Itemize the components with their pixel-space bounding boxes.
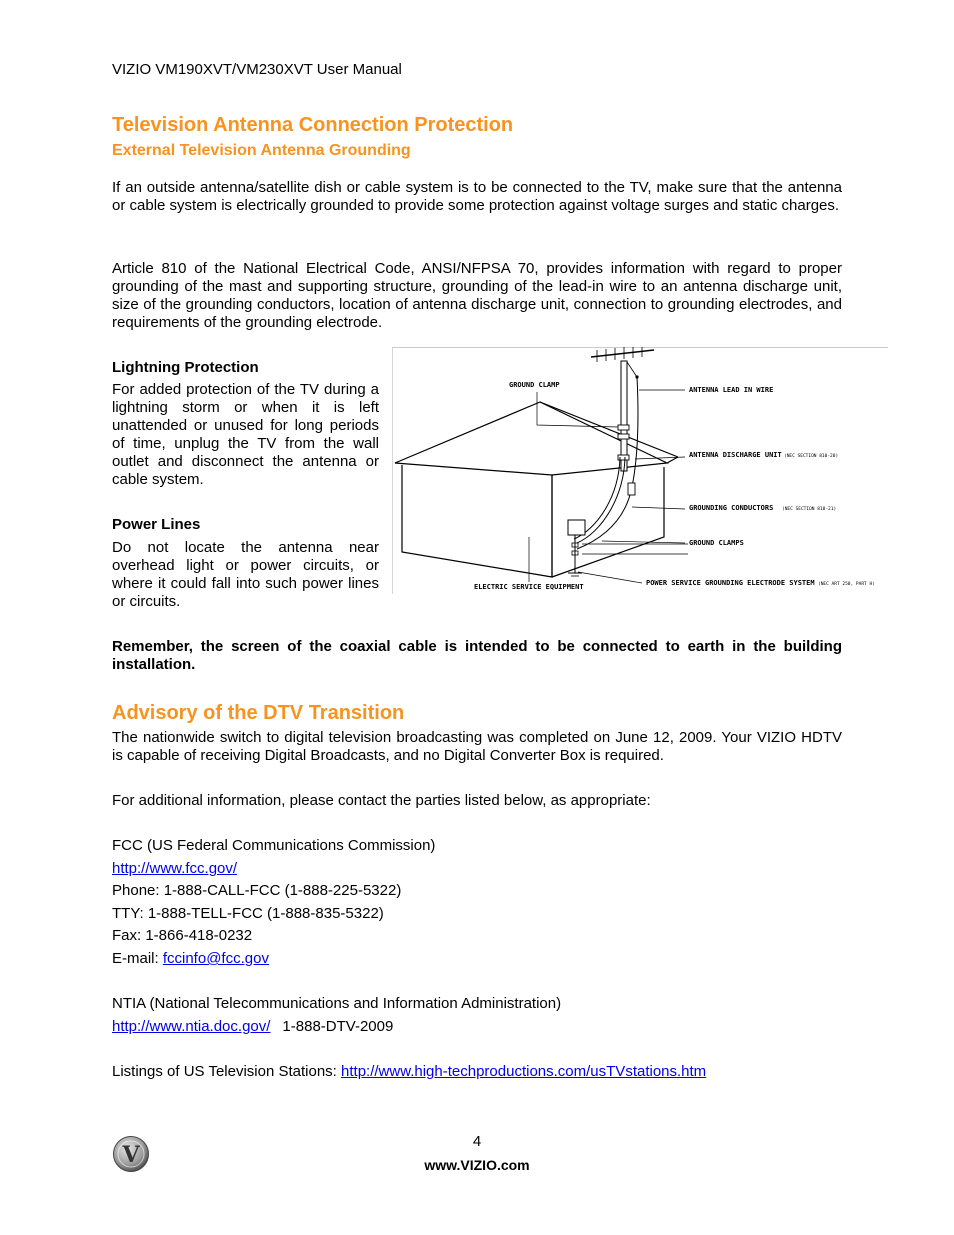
label-conductors-ref: (NEC SECTION 810-21) [782, 507, 837, 512]
footer-website: www.VIZIO.com [424, 1157, 530, 1173]
logo-letter: V [122, 1142, 140, 1168]
label-electric-service: ELECTRIC SERVICE EQUIPMENT [474, 583, 584, 591]
section-title-antenna: Television Antenna Connection Protection [112, 114, 514, 136]
antenna-paragraph-2: Article 810 of the National Electrical Code, ANSI/NFPSA 70, provides information with regard to proper grounding of the mast and supporting structure, grounding of the lead-in wire to an antenna discharge unit, size of the grounding conductors, location of antenna discharge unit, connection to grounding electrodes, and requirements of the grounding electrode. [112, 260, 842, 331]
document-header: VIZIO VM190XVT/VM230XVT User Manual [112, 61, 402, 78]
fcc-fax: Fax: 1-866-418-0232 [112, 927, 253, 944]
listings-url-link[interactable]: http://www.high-techproductions.com/usTVstations.htm [341, 1063, 707, 1080]
listings-label: Listings of US Television Stations: [112, 1063, 342, 1080]
label-power-service: POWER SERVICE GROUNDING ELECTRODE SYSTEM [646, 579, 815, 587]
fcc-name: FCC (US Federal Communications Commission) [112, 837, 436, 854]
dtv-paragraph-1: The nationwide switch to digital television broadcasting was completed on June 12, 2009. Your VIZIO HDTV is capable of receiving Digital Broadcasts, and no Digital Converter Box is required. [112, 729, 842, 764]
label-discharge-ref: (NEC SECTION 810-20) [784, 454, 839, 459]
antenna-grounding-diagram [392, 347, 888, 594]
fcc-tty: TTY: 1-888-TELL-FCC (1-888-835-5322) [112, 905, 384, 922]
label-ground-clamp: GROUND CLAMP [509, 381, 560, 389]
label-ground-clamps: GROUND CLAMPS [689, 539, 744, 547]
fcc-phone: Phone: 1-888-CALL-FCC (1-888-225-5322) [112, 882, 402, 899]
label-power-ref: (NEC ART 250, PART H) [818, 582, 875, 587]
coaxial-reminder: Remember, the screen of the coaxial cable is intended to be connected to earth in the building installation. [112, 638, 842, 673]
fcc-email-link[interactable]: fccinfo@fcc.gov [162, 950, 269, 967]
power-lines-title: Power Lines [112, 516, 201, 533]
fcc-url-link[interactable]: http://www.fcc.gov/ [112, 860, 238, 877]
subsection-title-grounding: External Television Antenna Grounding [112, 142, 411, 159]
label-grounding-conductors: GROUNDING CONDUCTORS [689, 504, 774, 512]
ntia-line [112, 1018, 393, 1036]
ntia-name: NTIA (National Telecommunications and Information Administration) [112, 995, 562, 1012]
ntia-phone: 1-888-DTV-2009 [282, 1018, 394, 1035]
fcc-email-label: E-mail: [112, 950, 163, 967]
power-lines-text: Do not locate the antenna near overhead light or power circuits, or where it could fall into such power lines or circuits. [112, 539, 379, 610]
listings-line [112, 1063, 706, 1081]
antenna-paragraph-1: If an outside antenna/satellite dish or cable system is to be connected to the TV, make sure that the antenna or cable system is electrically grounded to provide some protection against voltage surges and static charges. [112, 179, 842, 214]
lightning-title: Lightning Protection [112, 359, 259, 376]
lightning-text: For added protection of the TV during a lightning storm or when it is left unattended or unused for long periods of time, unplug the TV from the wall outlet and disconnect the antenna or cable system. [112, 381, 379, 488]
label-discharge-unit: ANTENNA DISCHARGE UNIT [689, 451, 782, 459]
fcc-email-line [112, 950, 269, 968]
section-title-dtv: Advisory of the DTV Transition [112, 702, 405, 724]
dtv-paragraph-2: For additional information, please contact the parties listed below, as appropriate: [112, 792, 651, 809]
ntia-url-link[interactable]: http://www.ntia.doc.gov/ [112, 1018, 271, 1035]
label-antenna-lead: ANTENNA LEAD IN WIRE [689, 386, 774, 394]
page-number: 4 [472, 1133, 482, 1150]
